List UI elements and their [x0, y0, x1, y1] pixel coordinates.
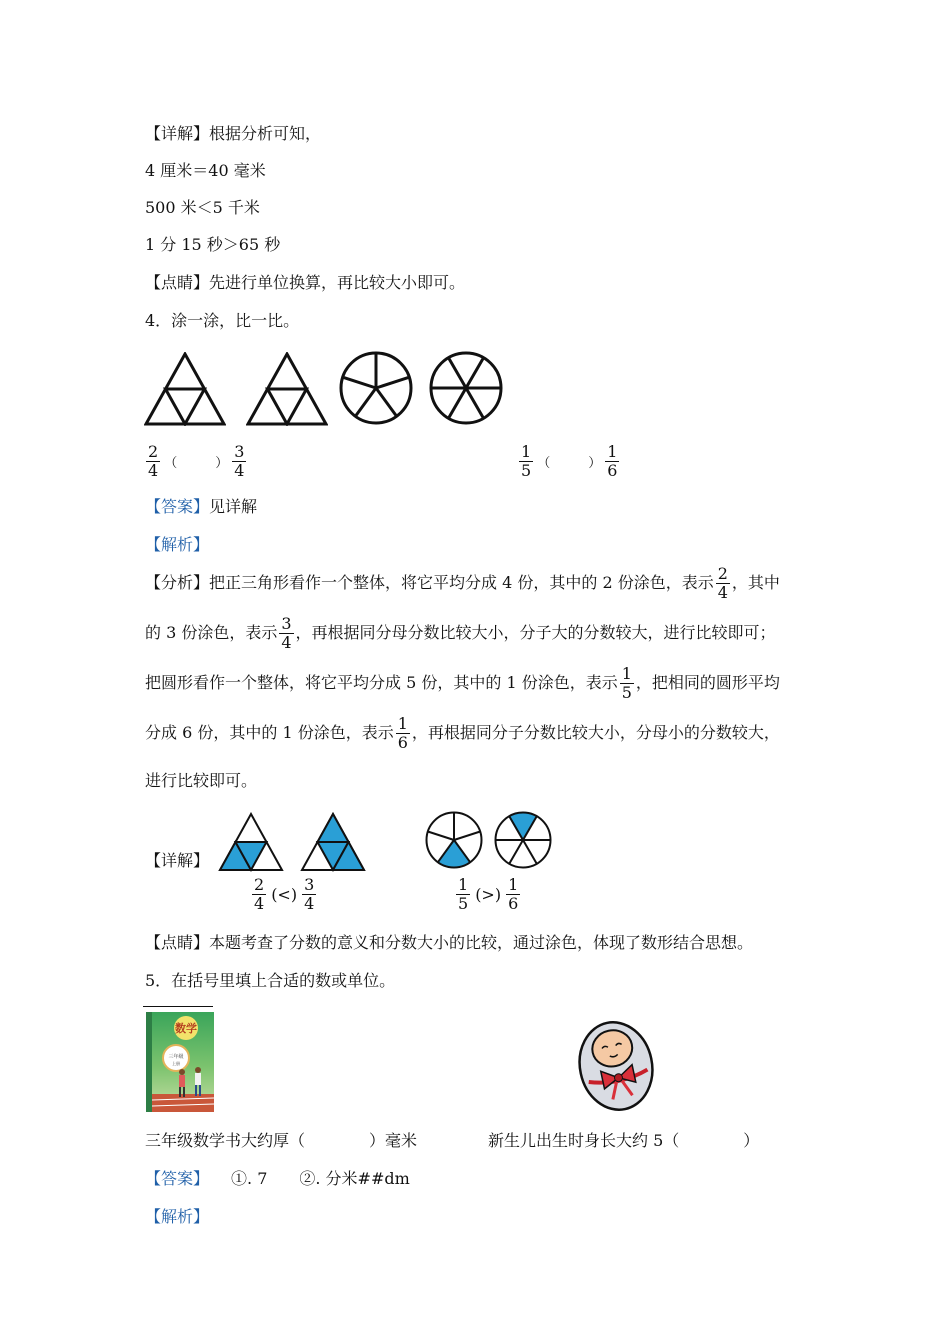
answer-text: 见详解 — [209, 497, 258, 516]
answer-line — [145, 497, 257, 517]
shaded-triangle-3-4 — [300, 812, 366, 872]
fraction-1-5: $\frac{1}{5}$ — [621, 664, 632, 702]
circle-six-parts — [428, 350, 504, 426]
fraction-1-6: $\frac{1}{6}$ — [607, 442, 618, 480]
divider — [143, 1006, 213, 1007]
conversion-line-1: 4 厘米＝40 毫米 — [145, 161, 266, 180]
analysis-paragraph-line-1: 【分析】把正三角形看作一个整体，将它平均分成 4 份，其中的 2 份涂色，表示 $\frac{2}{4}$ ，其中 — [145, 564, 780, 602]
answer-tag: 【答案】 — [145, 497, 210, 516]
fraction-2-4: $\frac{2}{4}$ — [254, 875, 265, 913]
detail-heading: 【详解】根据分析可知， — [145, 124, 322, 143]
triangle-figure-1 — [144, 352, 226, 426]
question-5-title: 5．在括号里填上合适的数或单位。 — [145, 971, 396, 990]
analysis-tag: 【解析】 — [145, 535, 210, 554]
analysis-tag-q5: 【解析】 — [145, 1207, 210, 1226]
newborn-baby-image — [574, 1018, 658, 1114]
analysis-paragraph-line-2: 的 3 份涂色，表示 $\frac{3}{4}$ ，再根据同分母分数比较大小，分子大的分数较大，进行比较即可； — [145, 614, 776, 652]
analysis-paragraph-line-5: 进行比较即可。 — [145, 771, 258, 790]
analysis-paragraph-line-4: 分成 6 份，其中的 1 份涂色，表示 $\frac{1}{6}$ ，再根据同分子分数比较大小，分母小的分数较大， — [145, 714, 780, 752]
paren-left: （ — [164, 456, 178, 471]
tip-line: 【点睛】先进行单位换算，再比较大小即可。 — [145, 273, 466, 292]
fraction-2-4: $\frac{2}{4}$ — [717, 564, 728, 602]
fraction-1-6: $\frac{1}{6}$ — [508, 875, 519, 913]
book-volume: 上册 — [172, 1061, 180, 1066]
triangle-figure-2 — [246, 352, 328, 426]
fraction-2-4: $\frac{2}{4}$ — [148, 442, 159, 480]
paren-right: ） — [588, 456, 602, 471]
book-thickness-prompt: 三年级数学书大约厚（ ）毫米 — [145, 1131, 418, 1150]
detail-tag: 【详解】 — [145, 851, 210, 870]
compare-row-circles — [517, 443, 621, 480]
tip-line-q4: 【点睛】本题考查了分数的意义和分数大小的比较，通过涂色，体现了数形结合思想。 — [145, 933, 754, 952]
fraction-3-4: $\frac{3}{4}$ — [281, 614, 292, 652]
analysis-paragraph-line-3: 把圆形看作一个整体，将它平均分成 5 份，其中的 1 份涂色，表示 $\frac{1}{5}$ ，把相同的圆形平均 — [145, 664, 780, 702]
question-4-title: 4．涂一涂，比一比。 — [145, 311, 300, 330]
answer-text: ①. 7 ②. 分米##dm — [231, 1169, 410, 1188]
circle-five-parts — [338, 350, 414, 426]
book-grade: 三年级 — [168, 1054, 184, 1060]
fraction-1-5: $\frac{1}{5}$ — [521, 442, 532, 480]
compare-row-triangles — [144, 443, 248, 480]
shaded-circle-1-6 — [493, 810, 553, 870]
conversion-line-3: 1 分 15 秒＞65 秒 — [145, 235, 281, 254]
detail-compare-triangles — [250, 876, 318, 913]
paren-left: （ — [537, 456, 551, 471]
paren-right: ） — [215, 456, 229, 471]
fraction-1-5: $\frac{1}{5}$ — [458, 875, 469, 913]
math-book-image — [146, 1012, 214, 1112]
fraction-3-4: $\frac{3}{4}$ — [234, 442, 245, 480]
fraction-3-4: $\frac{3}{4}$ — [304, 875, 315, 913]
shaded-triangle-2-4 — [218, 812, 284, 872]
book-title: 数学 — [175, 1022, 197, 1035]
greater-than-sign: (>) — [475, 885, 502, 904]
detail-compare-circles — [454, 876, 522, 913]
less-than-sign: (<) — [271, 885, 298, 904]
answer-tag: 【答案】 — [145, 1169, 210, 1188]
fraction-1-6: $\frac{1}{6}$ — [397, 714, 408, 752]
newborn-length-prompt: 新生儿出生时身长大约 5（ ） — [488, 1131, 760, 1150]
answer-line-q5 — [145, 1169, 410, 1189]
conversion-line-2: 500 米＜5 千米 — [145, 198, 260, 217]
shaded-circle-1-5 — [424, 810, 484, 870]
